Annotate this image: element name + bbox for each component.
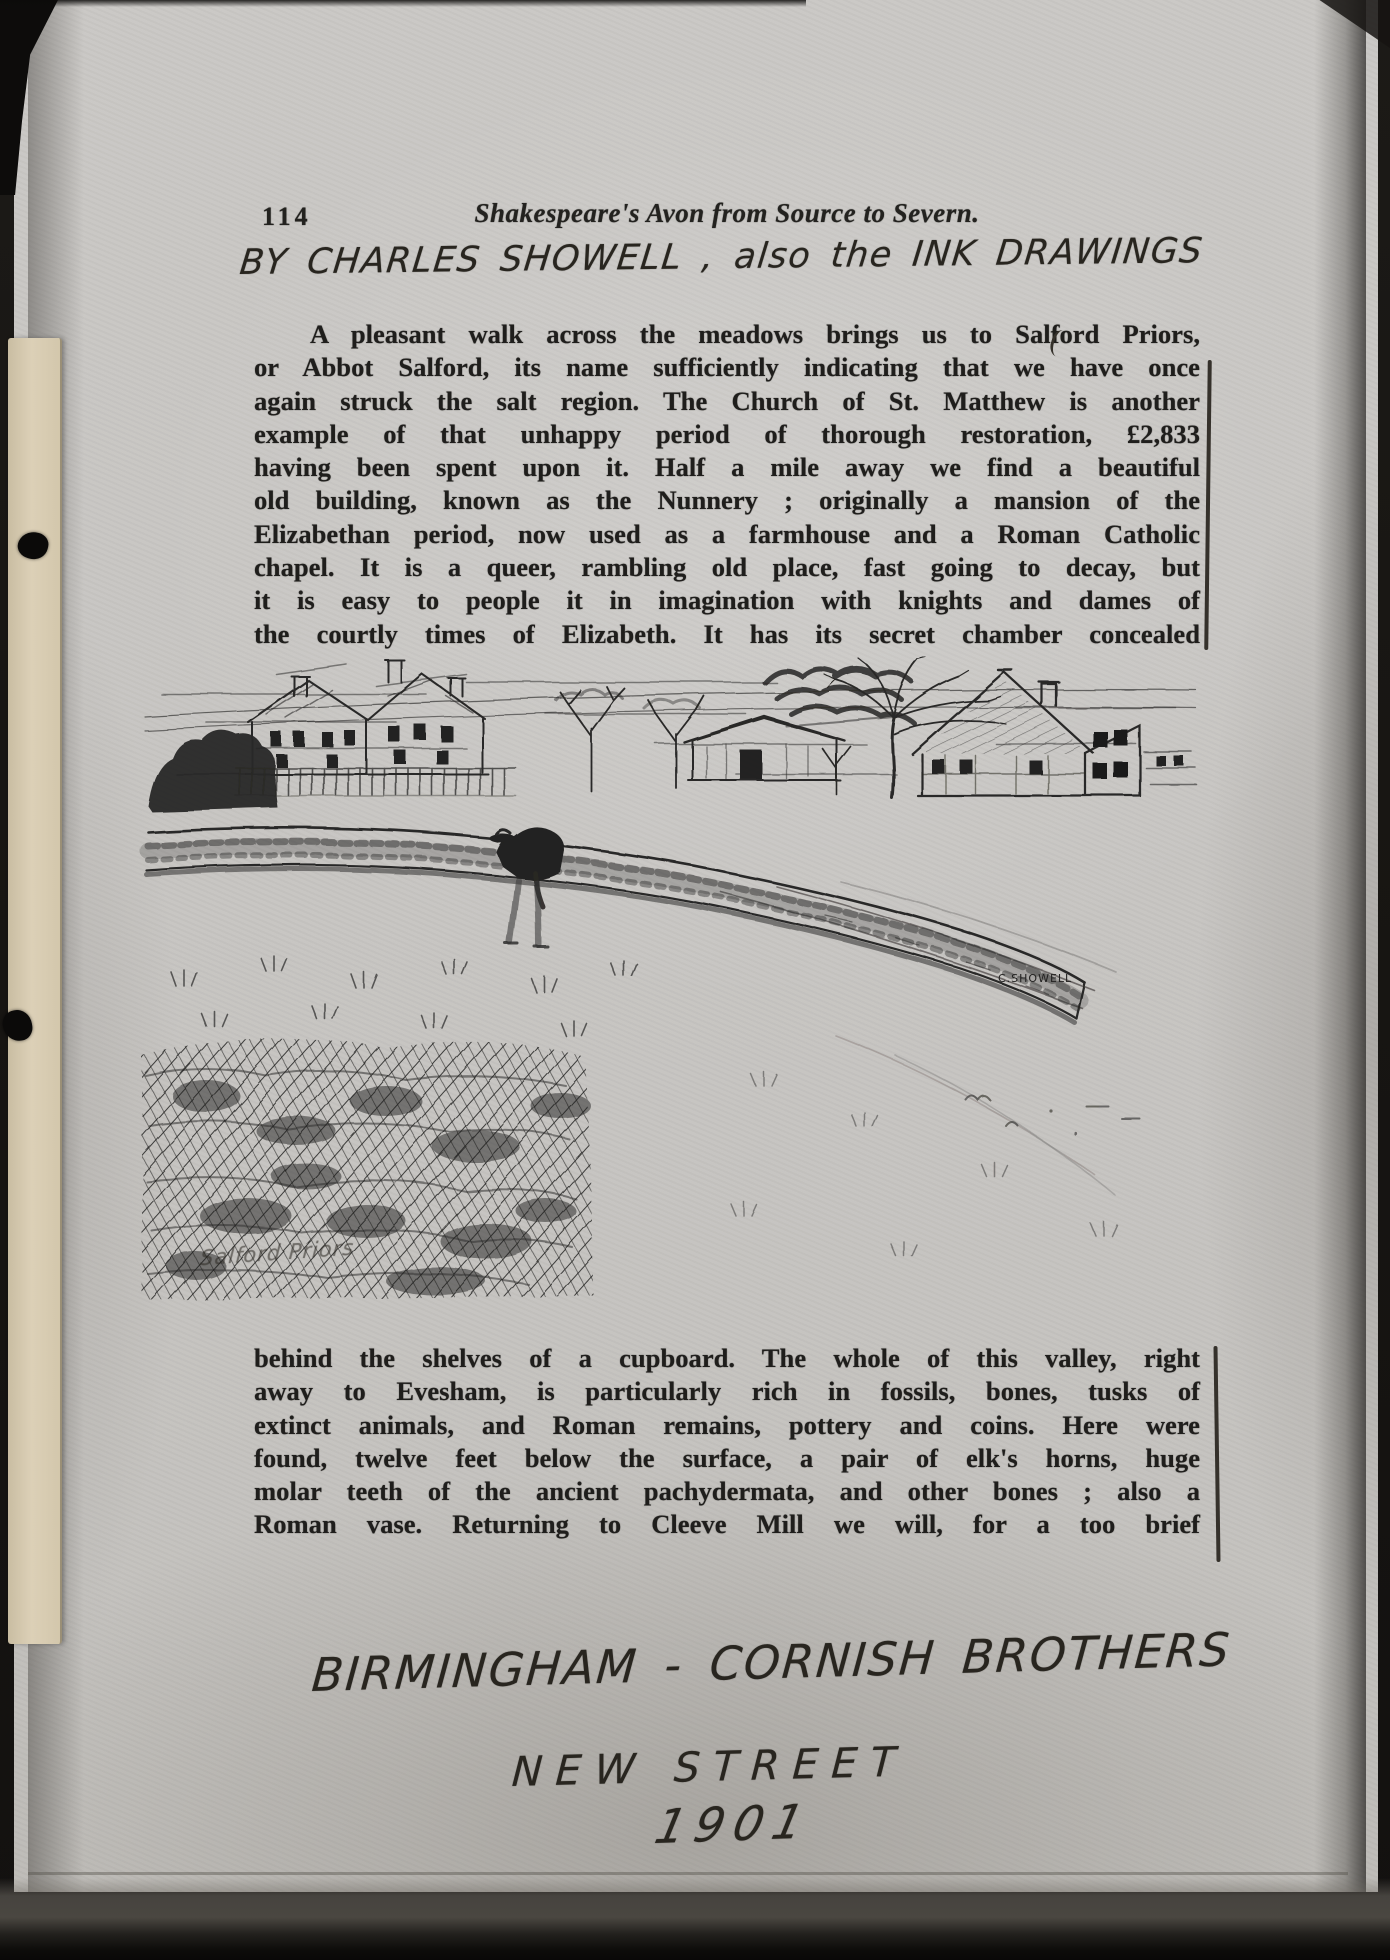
handwritten-publisher: BIRMINGHAM - CORNISH BROTHERS — [309, 1622, 1234, 1703]
pen-margin-line — [1213, 1346, 1220, 1562]
text-line: Roman vase. Returning to Cleeve Mill we will, for a too brief — [254, 1509, 1200, 1540]
paper-sheet — [14, 0, 1378, 1892]
text-line: away to Evesham, is particularly rich in fossils, bones, tusks of — [254, 1376, 1200, 1407]
pen-margin-line — [1204, 360, 1212, 650]
page-number: 114 — [262, 202, 312, 231]
handwritten-annotation-top: BY CHARLES SHOWELL , also the INK DRAWINGS — [237, 231, 1206, 284]
text-line: it is easy to people it in imagination with knights and dames of — [254, 585, 1200, 616]
text-line: molar teeth of the ancient pachydermata, and other bones ; also a — [254, 1476, 1200, 1507]
artist-signature: C.SHOWELL — [998, 972, 1073, 985]
text-line: old building, known as the Nunnery ; originally a mansion of the — [254, 485, 1200, 516]
text-line: found, twelve feet below the surface, a pair of elk's horns, huge — [254, 1442, 1200, 1473]
text-line: Elizabethan period, now used as a farmhouse and a Roman Catholic — [254, 518, 1200, 549]
scan-border-bottom — [0, 1878, 1390, 1960]
text-line: the courtly times of Elizabeth. It has its secret chamber concealed — [254, 618, 1200, 649]
text-line: chapel. It is a queer, rambling old place, fast going to decay, but — [254, 552, 1200, 583]
paragraph-top — [254, 318, 1200, 651]
paragraph-bottom — [254, 1342, 1200, 1542]
handwritten-street: NEW STREET — [510, 1737, 910, 1797]
running-title: Shakespeare's Avon from Source to Severn. — [474, 198, 980, 228]
text-line: or Abbot Salford, its name sufficiently indicating that we have once — [254, 352, 1200, 383]
text-line: having been spent upon it. Half a mile away we find a beautiful — [254, 452, 1200, 483]
page-edge-shadow-right — [1314, 0, 1366, 1892]
page-bottom-crease — [28, 1872, 1349, 1875]
text-line: A pleasant walk across the meadows brings us to Salford Priors, — [310, 319, 1200, 349]
handwritten-year: 1901 — [650, 1794, 818, 1856]
drawing-inscription: Salford Priors — [199, 1235, 356, 1271]
text-line: behind the shelves of a cupboard. The whole of this valley, right — [254, 1343, 1200, 1373]
scan-border-top — [0, 0, 806, 7]
text-line: example of that unhappy period of thorough restoration, £2,833 — [254, 418, 1200, 449]
text-line: again struck the salt region. The Church of St. Matthew is another — [254, 385, 1200, 416]
text-line: extinct animals, and Roman remains, pottery and coins. Here were — [254, 1409, 1200, 1440]
